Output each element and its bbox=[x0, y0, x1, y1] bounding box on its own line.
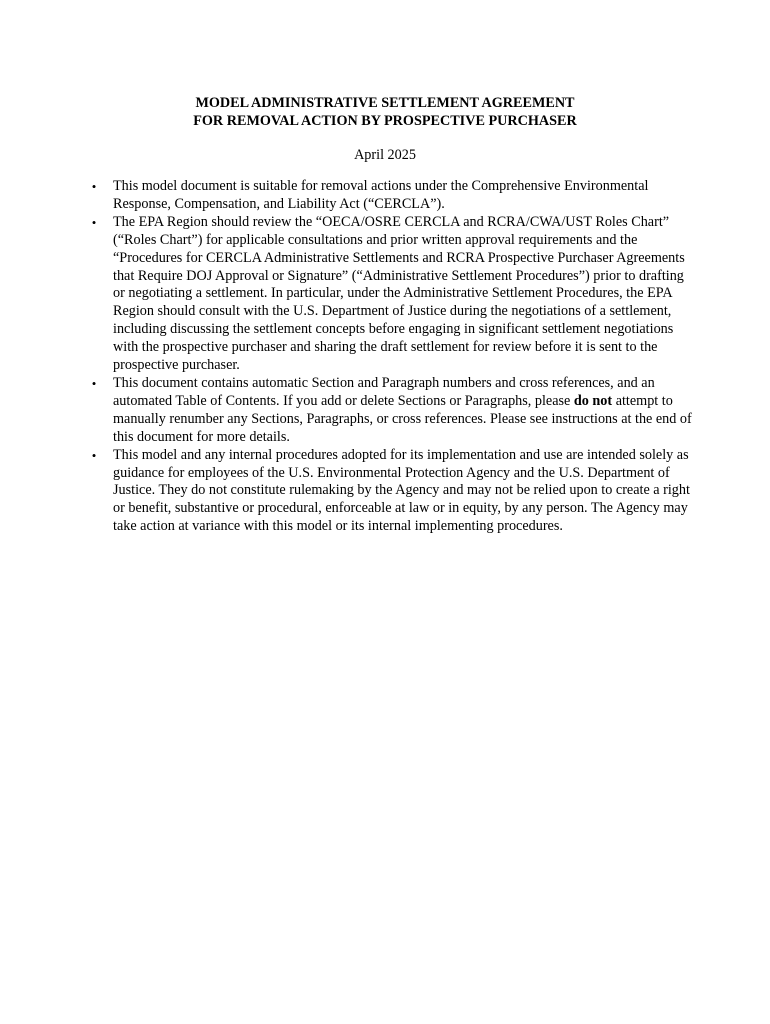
bullet-icon: • bbox=[91, 214, 97, 230]
bullet-text-1: This model document is suitable for removal actions under the Comprehensive Environmental Response, Compensation, and Liability Act (“CERCLA”). bbox=[113, 178, 649, 212]
bullet-item-1 bbox=[91, 178, 693, 214]
document-title-line-2: FOR REMOVAL ACTION BY PROSPECTIVE PURCHASER bbox=[193, 113, 577, 129]
document-title-line-1: MODEL ADMINISTRATIVE SETTLEMENT AGREEMENT bbox=[195, 95, 575, 111]
document-date: April 2025 bbox=[354, 147, 416, 163]
bullet-icon: • bbox=[91, 375, 97, 391]
bullet-text-2: The EPA Region should review the “OECA/OSRE CERCLA and RCRA/CWA/UST Roles Chart” (“Roles Chart”) for applicable consultations and prior written approval requirements and the “Procedures for CERCLA Administrative Settlements and RCRA Prospective Purchaser Agreements that Require DOJ Approval or Signature” (“Administrative Settlement Procedures”) prior to drafting or negotiating a settlement. In particular, under the Administrative Settlement Procedures, the EPA Region should consult with the U.S. Department of Justice during the negotiations of a settlement, including discussing the settlement concepts before engaging in significant settlement negotiations with the prospective purchaser and sharing the draft settlement for review before it is sent to the prospective purchaser. bbox=[113, 213, 685, 374]
bullet-text-3-before: This document contains automatic Section and Paragraph numbers and cross references, and an automated Table of Contents. If you add or delete Sections or Paragraphs, please bbox=[113, 374, 655, 409]
bullet-item-3 bbox=[91, 374, 693, 447]
bullet-text-3-after: attempt to manually renumber any Sections, Paragraphs, or cross references. Please see instructions at the end of this document for more details. bbox=[113, 392, 692, 445]
bullet-text-3-emphasis: do not bbox=[573, 392, 613, 409]
bullet-text-4: This model and any internal procedures adopted for its implementation and use are intended solely as guidance for employees of the U.S. Environmental Protection Agency and the U.S. Department of Justice. They do not constitute rulemaking by the Agency and may not be relied upon to create a right or benefit, substantive or procedural, enforceable at law or in equity, by any person. The Agency may take action at variance with this model or its internal implementing procedures. bbox=[113, 446, 690, 535]
bullet-item-4 bbox=[91, 446, 693, 537]
bullet-icon: • bbox=[91, 447, 97, 463]
bullet-icon: • bbox=[91, 179, 97, 194]
instruction-bullet-list bbox=[91, 178, 693, 536]
bullet-item-2 bbox=[91, 213, 693, 375]
